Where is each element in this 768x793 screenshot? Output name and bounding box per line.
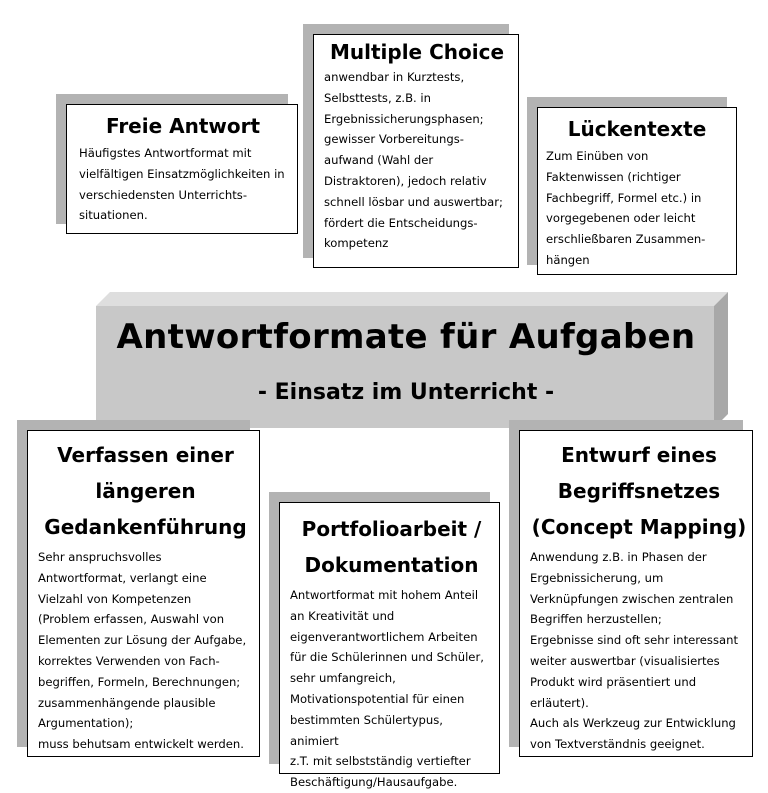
card-title: Lückentexte <box>567 117 707 141</box>
card-verfassen <box>27 430 260 757</box>
card-title: Portfolioarbeit / Dokumentation <box>301 517 482 577</box>
card-text: Anwendung z.B. in Phasen der Ergebnissicherung, um Verknüpfungen zwischen zentralen Begriffen herzustellen; Ergebnisse sind oft sehr interessant weiter auswertbar (visualisiertes Produkt wird präsentiert und erläutert). Auch als Werkzeug zur Entwicklung von Textverständnis geeignet. <box>530 550 739 752</box>
central-block-shape <box>96 292 728 428</box>
card-text: Zum Einüben von Faktenwissen (richtiger Fachbegriff, Formel etc.) in vorgegebenen oder leicht erschließbaren Zusammen- hängen <box>546 149 706 267</box>
block-side-face <box>714 292 728 428</box>
card-portfolio <box>279 502 500 790</box>
card-text: Häufigstes Antwortformat mit vielfältigen Einsatzmöglichkeiten in verschiedensten Unterrichts- situationen. <box>79 146 285 223</box>
card-multiple-choice <box>313 34 519 268</box>
card-text: Antwortformat mit hohem Anteil an Kreativität und eigenverantwortlichem Arbeiten für die Schülerinnen und Schüler, sehr umfangreich, Motivationspotential für einen bestimmten Schülertypus, animiert z.T. mit selbstständig vertiefter Beschäftigung/Hausaufgabe. <box>290 588 484 790</box>
card-title: Freie Antwort <box>105 114 261 138</box>
card-text: Sehr anspruchsvolles Antwortformat, verlangt eine Vielzahl von Kompetenzen (Problem erfassen, Auswahl von Elementen zur Lösung der Aufgabe, korrektes Verwenden von Fach- begriffen, Formeln, Berechnungen; zusammenhängende plausible Argumentation); muss behutsam entwickelt werden. <box>38 550 247 752</box>
block-top-face <box>96 292 728 306</box>
card-text: anwendbar in Kurztests, Selbsttests, z.B. in Ergebnissicherungsphasen; gewisser Vorbereitungs- aufwand (Wahl der Distraktoren), jedoch relativ schnell lösbar und auswertbar; fördert die Entscheidungs- kompetenz <box>324 70 503 251</box>
main-title: Antwortformate für Aufgaben <box>116 317 696 357</box>
card-lueckentexte <box>537 107 737 275</box>
card-concept-mapping <box>519 430 753 757</box>
card-title: Verfassen einer längeren Gedankenführung <box>44 443 247 539</box>
main-subtitle: - Einsatz im Unterricht - <box>257 380 555 405</box>
central-block <box>96 292 728 428</box>
card-title: Entwurf eines Begriffsnetzes (Concept Mapping) <box>531 443 747 539</box>
card-title: Multiple Choice <box>329 40 505 64</box>
card-freie-antwort <box>66 104 298 234</box>
